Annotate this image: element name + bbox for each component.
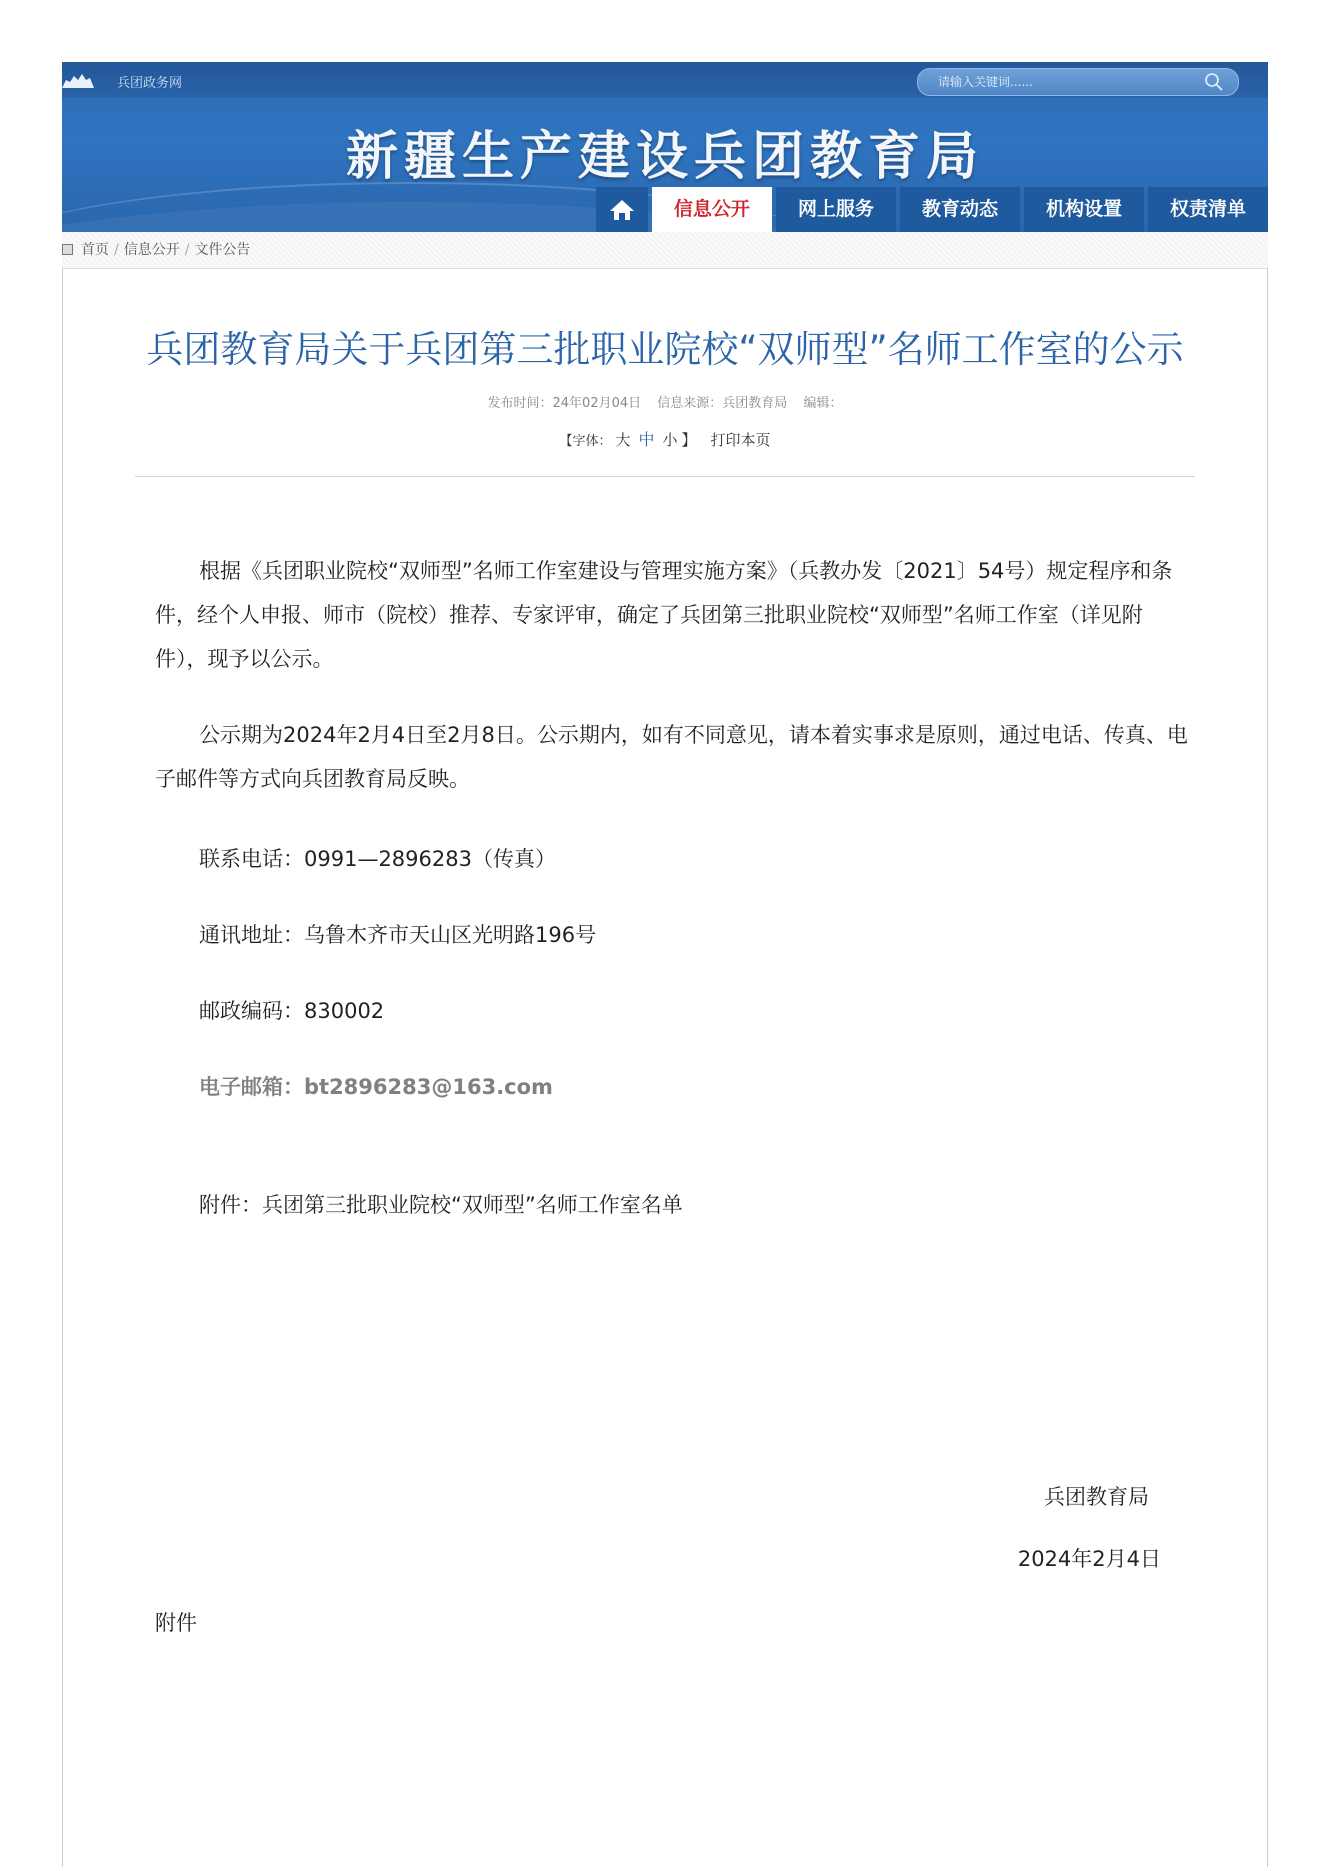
print-page-button[interactable]: 打印本页 xyxy=(710,431,771,449)
article-tools xyxy=(63,427,1267,450)
article-paragraph: 公示期为2024年2月4日至2月8日。公示期内，如有不同意见，请本着实事求是原则，通过电话、传真、电子邮件等方式向兵团教育局反映。 xyxy=(155,723,1188,791)
nav-item-education-news[interactable]: 教育动态 xyxy=(900,187,1020,232)
attachment-heading: 附件 xyxy=(155,1611,197,1635)
article-paragraph: 根据《兵团职业院校“双师型”名师工作室建设与管理实施方案》（兵教办发〔2021〕54号）规定程序和条件，经个人申报、师市（院校）推荐、专家评审，确定了兵团第三批职业院校“双师型”名师工作室（详见附件），现予以公示。 xyxy=(155,559,1173,671)
nav-home-button[interactable] xyxy=(596,187,648,232)
font-size-close-bracket: 】 xyxy=(681,431,697,449)
info-source: 信息来源：兵团教育局 xyxy=(657,396,788,411)
article-panel xyxy=(62,269,1268,1867)
publish-date: 发布时间：24年02月04日 xyxy=(487,396,642,411)
bingtuan-logo-icon xyxy=(62,72,94,88)
title-divider xyxy=(135,476,1195,477)
font-size-large-button[interactable]: 大 xyxy=(615,431,631,449)
breadcrumb-info-disclosure[interactable]: 信息公开 xyxy=(123,242,180,258)
top-bar xyxy=(62,62,1268,98)
nav-item-info-disclosure[interactable]: 信息公开 xyxy=(652,187,772,232)
gov-portal-link[interactable]: 兵团政务网 xyxy=(117,76,183,91)
nav-item-organization[interactable]: 机构设置 xyxy=(1024,187,1144,232)
font-size-medium-button[interactable]: 中 xyxy=(638,430,655,449)
breadcrumb-announcements[interactable]: 文件公告 xyxy=(194,242,251,258)
signature-org: 兵团教育局 xyxy=(1044,1485,1149,1509)
site-banner xyxy=(62,62,1268,232)
contact-phone: 联系电话：0991—2896283（传真） xyxy=(199,847,556,871)
home-icon xyxy=(609,198,635,222)
search-input[interactable] xyxy=(938,74,1188,90)
search-icon[interactable] xyxy=(1204,72,1224,92)
font-size-small-button[interactable]: 小 xyxy=(662,431,678,449)
breadcrumb-home[interactable]: 首页 xyxy=(81,242,109,258)
page-frame xyxy=(62,62,1268,1867)
article-meta xyxy=(63,392,1267,411)
contact-address: 通讯地址：乌鲁木齐市天山区光明路196号 xyxy=(199,923,597,947)
editor-label: 编辑： xyxy=(803,396,843,411)
main-nav xyxy=(596,187,1268,232)
nav-item-online-services[interactable]: 网上服务 xyxy=(776,187,896,232)
contact-postcode: 邮政编码：830002 xyxy=(199,999,385,1023)
signature-date: 2024年2月4日 xyxy=(1017,1547,1161,1571)
breadcrumb-square-icon xyxy=(62,244,73,255)
contact-email: 电子邮箱：bt2896283@163.com xyxy=(199,1075,553,1099)
font-size-label: 【字体： xyxy=(559,434,612,449)
site-title: 新疆生产建设兵团教育局 xyxy=(345,126,984,187)
attachment-link[interactable]: 附件：兵团第三批职业院校“双师型”名师工作室名单 xyxy=(199,1193,683,1217)
breadcrumb: 首页 / 信息公开 / 文件公告 xyxy=(62,232,1268,269)
nav-item-responsibility-list[interactable]: 权责清单 xyxy=(1148,187,1268,232)
article-title: 兵团教育局关于兵团第三批职业院校“双师型”名师工作室的公示 xyxy=(146,328,1184,371)
search-box xyxy=(917,68,1239,96)
